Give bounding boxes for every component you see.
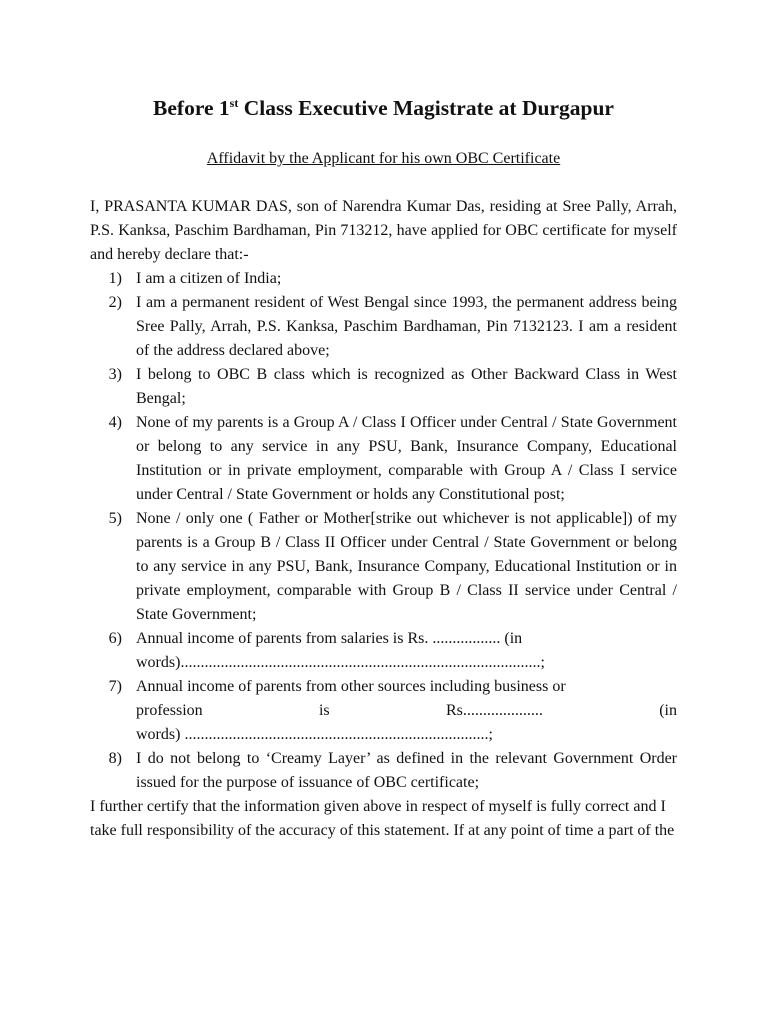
item-text: profession (136, 702, 203, 719)
item-text: Annual income of parents from salaries is Rs. ................. (in (136, 630, 523, 647)
item-text: I am a citizen of India; (136, 270, 282, 287)
title-text-rest: Class Executive Magistrate at Durgapur (238, 96, 614, 120)
list-item (90, 267, 677, 291)
item-text: I belong to OBC B class which is recognized as Other Backward Class in West Bengal; (136, 366, 677, 407)
document-body (90, 195, 677, 843)
list-item (90, 747, 677, 795)
item-number: 7) (108, 678, 122, 695)
intro-paragraph: I, PRASANTA KUMAR DAS, son of Narendra Kumar Das, residing at Sree Pally, Arrah, P.S. Kanksa, Paschim Bardhaman, Pin 713212, have applied for OBC certificate for myself and hereby declare that:- (90, 198, 677, 263)
item-text: I do not belong to ‘Creamy Layer’ as defined in the relevant Government Order issued for the purpose of issuance of OBC certificate; (136, 750, 677, 791)
title-superscript: st (229, 96, 239, 110)
item-text: I am a permanent resident of West Bengal since 1993, the permanent address being Sree Pally, Arrah, P.S. Kanksa, Paschim Bardhaman, Pin 7132123. I am a resident of the address declared above; (136, 294, 677, 359)
item-text: is (318, 702, 330, 719)
closing-paragraph-1: I further certify that the information given above in respect of myself is fully correct and I (90, 798, 666, 815)
salary-income-words-line: words)..........................................................................................; (136, 654, 545, 671)
salary-income-line (136, 627, 677, 651)
list-item (90, 363, 677, 411)
document-title (90, 94, 677, 122)
item-text: None of my parents is a Group A / Class I Officer under Central / State Government or belong to any service in any PSU, Bank, Insurance Company, Educational Institution or in private employment, comparable with Group A / Class I service under Central / State Government or holds any Constitutional post; (136, 414, 677, 503)
list-item (90, 411, 677, 507)
other-income-words-line: words) ............................................................................; (136, 726, 493, 743)
item-number: 1) (108, 270, 122, 287)
item-number: 4) (108, 414, 122, 431)
list-item (90, 291, 677, 363)
other-income-amount-line (136, 699, 677, 723)
item-text: None / only one ( Father or Mother[strike out whichever is not applicable]) of my parents is a Group B / Class II Officer under Central / State Government or belong to any service in any PSU, Bank, Insurance Company, Educational Institution or in private employment, comparable with Group B / Class II service under Central / State Government; (136, 510, 677, 623)
item-text: Rs.................... (445, 702, 543, 719)
title-text: Before 1 (153, 96, 230, 120)
document-subtitle: Affidavit by the Applicant for his own OBC Certificate (206, 150, 561, 167)
other-income-line: Annual income of parents from other sources including business or (136, 678, 566, 695)
list-item (90, 507, 677, 627)
item-text: (in (659, 702, 677, 719)
item-number: 8) (108, 750, 122, 767)
item-number: 2) (108, 294, 122, 311)
item-number: 5) (108, 510, 122, 527)
list-item (90, 627, 677, 675)
item-number: 3) (108, 366, 122, 383)
document-page (90, 0, 677, 1024)
list-item (90, 675, 677, 747)
declaration-list (90, 267, 677, 795)
closing-paragraph-2: take full responsibility of the accuracy of this statement. If at any point of time a part of the (90, 822, 675, 839)
item-number: 6) (108, 630, 122, 647)
